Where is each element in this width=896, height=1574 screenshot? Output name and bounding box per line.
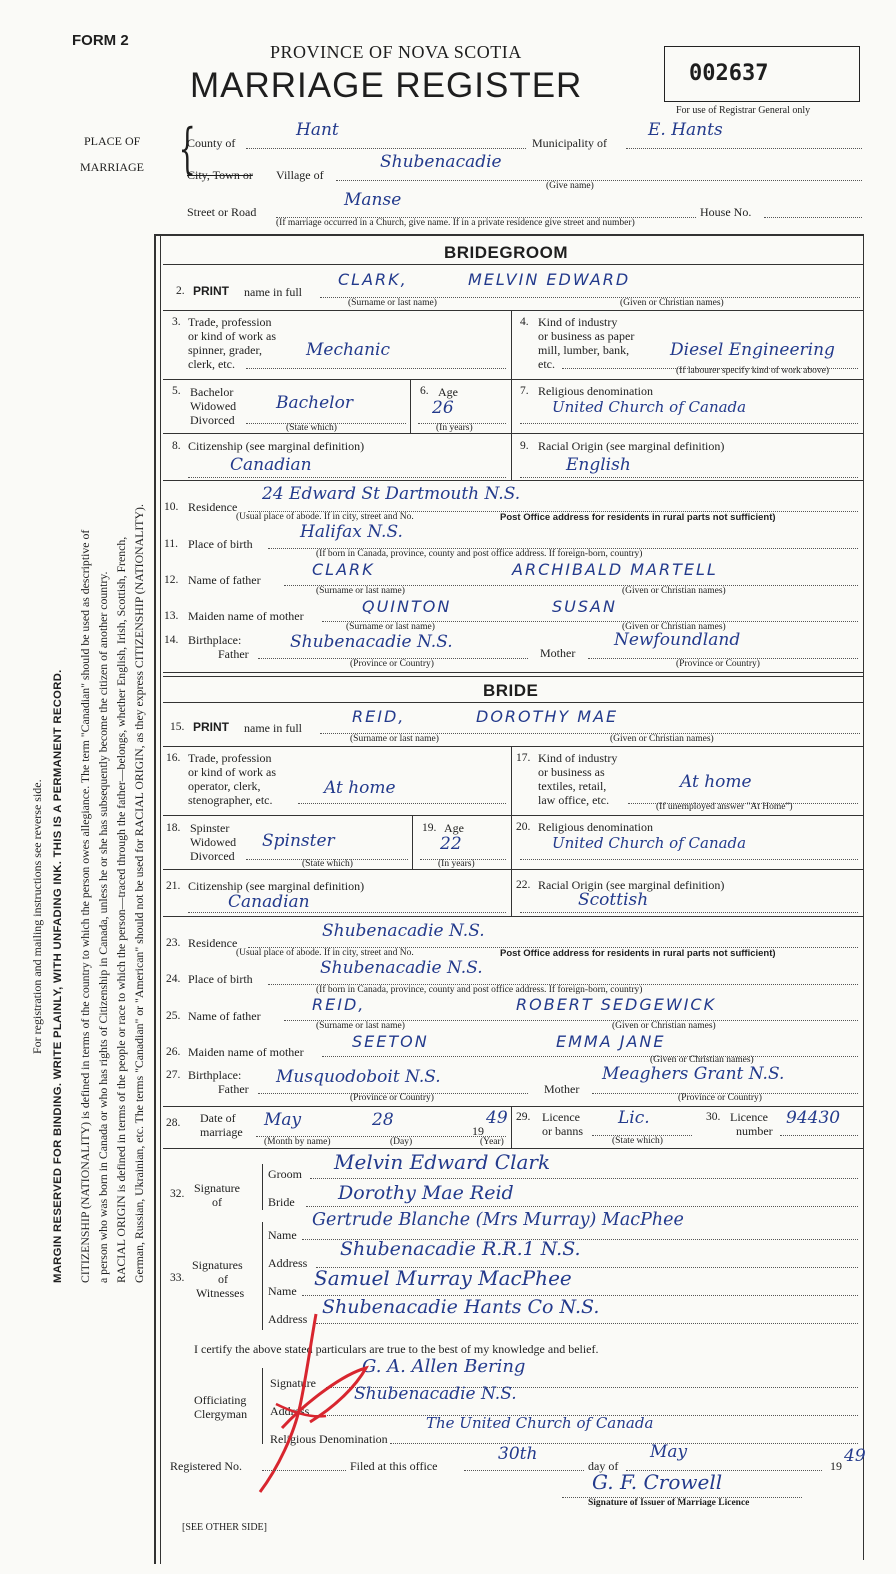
groom-trade-label-4: clerk, etc. bbox=[188, 357, 235, 371]
marriage-day: 28 bbox=[372, 1110, 394, 1130]
item-22-number: 22. bbox=[516, 879, 531, 891]
bride-bp-father-value: Musquodoboit N.S. bbox=[276, 1067, 441, 1087]
licence-number-label-1: Licence bbox=[730, 1110, 768, 1124]
licence-number-value: 94430 bbox=[786, 1108, 841, 1128]
place-brace: { bbox=[178, 117, 196, 180]
filed-month: May bbox=[650, 1442, 688, 1462]
groom-bp-mother-caption: (Province or Country) bbox=[676, 659, 760, 669]
registered-no-label: Registered No. bbox=[170, 1459, 242, 1473]
widowed-label: Widowed bbox=[190, 399, 237, 413]
clergy-address-label: Address bbox=[270, 1404, 310, 1418]
clergy-signature: G. A. Allen Bering bbox=[362, 1356, 526, 1377]
bride-mother-given: EMMA JANE bbox=[556, 1032, 666, 1051]
groom-bp-mother-label: Mother bbox=[540, 646, 576, 660]
signature-of-label-2: of bbox=[212, 1195, 222, 1209]
item-11-number: 11. bbox=[164, 538, 178, 550]
item-19-number: 19. bbox=[422, 822, 437, 834]
province-heading: PROVINCE OF NOVA SCOTIA bbox=[270, 42, 522, 62]
groom-mother-given-caption: (Given or Christian names) bbox=[622, 622, 726, 632]
groom-pob-value: Halifax N.S. bbox=[300, 522, 403, 542]
bride-trade-value: At home bbox=[324, 778, 396, 798]
bride-trade-label-4: stenographer, etc. bbox=[188, 793, 273, 807]
groom-residence-value: 24 Edward St Dartmouth N.S. bbox=[262, 484, 521, 504]
witness2-address-label: Address bbox=[268, 1312, 308, 1326]
bride-racial-value: Scottish bbox=[578, 890, 649, 910]
form-number: FORM 2 bbox=[72, 32, 129, 49]
margin-racial-definition-1: RACIAL ORIGIN is defined in terms of the people or race to which the person—traced through the father—belongs, whether English, Irish, Scottish, French, bbox=[114, 536, 128, 1283]
bride-bp-father-label: Father bbox=[218, 1082, 249, 1096]
item-3-number: 3. bbox=[172, 316, 181, 328]
witness1-name-label: Name bbox=[268, 1228, 297, 1242]
groom-surname-caption: (Surname or last name) bbox=[348, 298, 437, 308]
groom-trade-label-3: spinner, grader, bbox=[188, 343, 263, 357]
groom-age-label: Age bbox=[438, 385, 458, 399]
groom-father-given-caption: (Given or Christian names) bbox=[622, 586, 726, 596]
item-25-number: 25. bbox=[166, 1010, 181, 1022]
item-4-number: 4. bbox=[520, 316, 529, 328]
bride-industry-label-2: or business as bbox=[538, 765, 605, 779]
bride-signature: Dorothy Mae Reid bbox=[338, 1182, 514, 1204]
marriage-date-label-2: marriage bbox=[200, 1125, 243, 1139]
bride-print-label: PRINT bbox=[193, 720, 229, 734]
item-5-number: 5. bbox=[172, 385, 181, 397]
bride-residence-value: Shubenacadie N.S. bbox=[322, 921, 485, 941]
groom-industry-caption: (If labourer specify kind of work above) bbox=[676, 366, 829, 376]
groom-trade-label-1: Trade, profession bbox=[188, 315, 272, 329]
bride-bp-mother-label: Mother bbox=[544, 1082, 580, 1096]
groom-father-label: Name of father bbox=[188, 573, 261, 587]
marriage-year: 49 bbox=[486, 1108, 508, 1128]
filed-day: 30th bbox=[498, 1444, 538, 1464]
groom-state-which: (State which) bbox=[286, 423, 337, 433]
margin-citizenship-definition-2: a person who was born in Canada or who has rights of Citizenship in Canada, unless he or she has subsequently become the citizen of another country. bbox=[96, 571, 110, 1283]
witnesses-label-3: Witnesses bbox=[196, 1286, 245, 1300]
bride-industry-label-3: textiles, retail, bbox=[538, 779, 607, 793]
bride-trade-label-2: or kind of work as bbox=[188, 765, 276, 779]
issuer-caption: Signature of Issuer of Marriage Licence bbox=[588, 1498, 750, 1508]
bride-father-surname-caption: (Surname or last name) bbox=[316, 1021, 405, 1031]
bride-birthplace-label: Birthplace: bbox=[188, 1068, 242, 1082]
witness1-address: Shubenacadie R.R.1 N.S. bbox=[340, 1238, 581, 1260]
margin-citizenship-definition-1: CITIZENSHIP (NATIONALITY) is defined in terms of the country to which the person owes allegiance. The term "Canadian" should be used as descriptive of bbox=[78, 529, 92, 1283]
bride-religion-label: Religious denomination bbox=[538, 820, 653, 834]
item-21-number: 21. bbox=[166, 880, 181, 892]
bride-given-names: DOROTHY MAE bbox=[476, 707, 619, 726]
county-label: County of bbox=[187, 136, 236, 150]
see-other-side: [SEE OTHER SIDE] bbox=[182, 1522, 267, 1533]
bride-bp-mother-caption: (Province or Country) bbox=[678, 1093, 762, 1103]
bride-mother-label: Maiden name of mother bbox=[188, 1045, 304, 1059]
bride-heading: BRIDE bbox=[483, 681, 539, 700]
groom-religion-value: United Church of Canada bbox=[552, 398, 747, 416]
groom-citizenship-value: Canadian bbox=[230, 455, 312, 475]
street-label: Street or Road bbox=[187, 205, 257, 219]
item-26-number: 26. bbox=[166, 1046, 181, 1058]
licence-number-label-2: number bbox=[736, 1124, 773, 1138]
issuer-signature: G. F. Crowell bbox=[592, 1470, 723, 1494]
clergy-signature-label: Signature bbox=[270, 1376, 316, 1390]
witnesses-label-2: of bbox=[218, 1272, 228, 1286]
bride-industry-value: At home bbox=[680, 772, 752, 792]
marriage-date-label-1: Date of bbox=[200, 1111, 236, 1125]
groom-age-value: 26 bbox=[432, 398, 454, 418]
bride-pob-label: Place of birth bbox=[188, 972, 253, 986]
groom-residence-label: Residence bbox=[188, 500, 238, 514]
street-value: Manse bbox=[344, 190, 402, 210]
witness2-name: Samuel Murray MacPhee bbox=[314, 1266, 572, 1290]
bride-racial-label: Racial Origin (see marginal definition) bbox=[538, 878, 725, 892]
bride-bp-mother-value: Meaghers Grant N.S. bbox=[602, 1064, 785, 1084]
groom-bp-mother-value: Newfoundland bbox=[614, 630, 741, 650]
margin-registration-note: For registration and mailing instructions see reverse side. bbox=[30, 779, 44, 1054]
groom-father-surname-caption: (Surname or last name) bbox=[316, 586, 405, 596]
groom-industry-label-4: etc. bbox=[538, 357, 555, 371]
groom-religion-label: Religious denomination bbox=[538, 384, 653, 398]
signature-of-label-1: Signature bbox=[194, 1181, 240, 1195]
bride-pob-value: Shubenacadie N.S. bbox=[320, 958, 483, 978]
bride-name-label: name in full bbox=[244, 721, 302, 735]
day-of-label: day of bbox=[588, 1459, 619, 1473]
bride-surname: REID, bbox=[352, 707, 406, 726]
item-27-number: 27. bbox=[166, 1069, 181, 1081]
item-6-number: 6. bbox=[420, 385, 429, 397]
registration-number-box bbox=[664, 46, 860, 102]
groom-mother-surname: QUINTON bbox=[362, 597, 452, 616]
groom-father-surname: CLARK bbox=[312, 560, 375, 579]
groom-pob-caption: (If born in Canada, province, county and post office address. If foreign-born, country) bbox=[316, 549, 643, 559]
bride-trade-label-3: operator, clerk, bbox=[188, 779, 261, 793]
licence-state-which: (State which) bbox=[612, 1136, 663, 1146]
witness1-address-label: Address bbox=[268, 1256, 308, 1270]
groom-trade-value: Mechanic bbox=[306, 340, 390, 360]
item-12-number: 12. bbox=[164, 574, 179, 586]
bride-surname-caption: (Surname or last name) bbox=[350, 734, 439, 744]
item-15-number: 15. bbox=[170, 721, 185, 733]
certification-statement: I certify the above stated particulars are true to the best of my knowledge and belief. bbox=[194, 1342, 599, 1356]
witness2-address: Shubenacadie Hants Co N.S. bbox=[322, 1296, 600, 1318]
item-28-number: 28. bbox=[166, 1117, 181, 1129]
clergy-address: Shubenacadie N.S. bbox=[354, 1384, 517, 1404]
registrar-note: For use of Registrar General only bbox=[676, 105, 811, 116]
licence-banns-label-2: or banns bbox=[542, 1124, 583, 1138]
bride-father-surname: REID, bbox=[312, 995, 366, 1014]
bride-mother-surname: SEETON bbox=[352, 1032, 429, 1051]
item-30-number: 30. bbox=[706, 1111, 721, 1123]
witness2-name-label: Name bbox=[268, 1284, 297, 1298]
item-9-number: 9. bbox=[520, 440, 529, 452]
year-caption: (Year) bbox=[480, 1137, 504, 1147]
county-value: Hant bbox=[296, 120, 339, 140]
bride-citizenship-label: Citizenship (see marginal definition) bbox=[188, 879, 365, 893]
bride-state-which: (State which) bbox=[302, 859, 353, 869]
groom-bp-father-caption: (Province or Country) bbox=[350, 659, 434, 669]
bride-residence-caption: (Usual place of abode. If in city, street and No. bbox=[236, 948, 414, 958]
groom-name-label: name in full bbox=[244, 285, 302, 299]
item-18-number: 18. bbox=[166, 822, 181, 834]
bride-pob-caption: (If born in Canada, province, county and post office address. If foreign-born, country) bbox=[316, 985, 643, 995]
groom-industry-value: Diesel Engineering bbox=[670, 340, 835, 360]
bride-father-given-caption: (Given or Christian names) bbox=[612, 1021, 716, 1031]
divorced-label: Divorced bbox=[190, 413, 235, 427]
filed-at-office-label: Filed at this office bbox=[350, 1459, 438, 1473]
groom-mother-given: SUSAN bbox=[552, 597, 617, 616]
bride-status-value: Spinster bbox=[262, 831, 335, 851]
groom-given-names: MELVIN EDWARD bbox=[468, 270, 631, 289]
municipality-label: Municipality of bbox=[532, 136, 607, 150]
municipality-value: E. Hants bbox=[648, 120, 723, 140]
bride-age-label: Age bbox=[444, 821, 464, 835]
spinster-label: Spinster bbox=[190, 821, 230, 835]
bride-residence-label: Residence bbox=[188, 936, 238, 950]
groom-residence-caption-bold: Post Office address for residents in rural parts not sufficient) bbox=[500, 512, 776, 523]
item-8-number: 8. bbox=[172, 440, 181, 452]
bride-industry-label-4: law office, etc. bbox=[538, 793, 610, 807]
groom-industry-label-1: Kind of industry bbox=[538, 315, 618, 329]
bride-trade-label-1: Trade, profession bbox=[188, 751, 272, 765]
day-caption: (Day) bbox=[390, 1137, 413, 1147]
bachelor-label: Bachelor bbox=[190, 385, 234, 399]
clergy-denomination-label: Religious Denomination bbox=[270, 1432, 388, 1446]
bride-age-value: 22 bbox=[440, 834, 462, 854]
registration-number: 002637 bbox=[689, 61, 769, 86]
witness1-name: Gertrude Blanche (Mrs Murray) MacPhee bbox=[312, 1210, 684, 1230]
item-13-number: 13. bbox=[164, 610, 179, 622]
groom-signature-label: Groom bbox=[268, 1167, 302, 1181]
month-caption: (Month by name) bbox=[264, 1137, 331, 1147]
officiating-label-1: Officiating bbox=[194, 1393, 247, 1407]
groom-print-label: PRINT bbox=[193, 284, 229, 298]
village-label: Village of bbox=[276, 168, 324, 182]
clergy-denomination: The United Church of Canada bbox=[426, 1414, 654, 1432]
bride-given-caption: (Given or Christian names) bbox=[610, 734, 714, 744]
groom-pob-label: Place of birth bbox=[188, 537, 253, 551]
bride-mother-given-caption: (Given or Christian names) bbox=[650, 1055, 754, 1065]
groom-given-caption: (Given or Christian names) bbox=[620, 298, 724, 308]
bride-residence-caption-bold: Post Office address for residents in rural parts not sufficient) bbox=[500, 948, 776, 959]
bride-industry-caption: (If unemployed answer "At Home") bbox=[656, 802, 793, 812]
item-17-number: 17. bbox=[516, 752, 531, 764]
item-20-number: 20. bbox=[516, 821, 531, 833]
bride-widowed-label: Widowed bbox=[190, 835, 237, 849]
house-label: House No. bbox=[700, 205, 752, 219]
margin-binding-note: MARGIN RESERVED FOR BINDING. WRITE PLAINLY, WITH UNFADING INK. THIS IS A PERMANENT RECORD. bbox=[52, 669, 64, 1283]
item-2-number: 2. bbox=[176, 285, 185, 297]
licence-banns-value: Lic. bbox=[618, 1108, 650, 1128]
groom-status-value: Bachelor bbox=[276, 393, 353, 413]
bride-age-caption: (In years) bbox=[438, 859, 475, 869]
groom-mother-label: Maiden name of mother bbox=[188, 609, 304, 623]
groom-industry-label-2: or business as paper bbox=[538, 329, 635, 343]
give-name-caption: (Give name) bbox=[546, 181, 594, 191]
margin-racial-definition-2: German, Russian, Ukrainian, etc. The terms "Canadian" or "American" should not be used for RACIAL ORIGIN, as they express CITIZENSHIP (NATIONALITY). bbox=[132, 504, 146, 1283]
item-10-number: 10. bbox=[164, 501, 179, 513]
item-16-number: 16. bbox=[166, 752, 181, 764]
groom-birthplace-label: Birthplace: bbox=[188, 633, 242, 647]
marriage-month: May bbox=[264, 1110, 302, 1130]
groom-surname: CLARK, bbox=[338, 270, 408, 289]
place-label-1: PLACE OF bbox=[84, 134, 141, 148]
item-33-number: 33. bbox=[170, 1272, 185, 1284]
item-7-number: 7. bbox=[520, 385, 529, 397]
officiating-label-2: Clergyman bbox=[194, 1407, 248, 1421]
bride-bp-father-caption: (Province or Country) bbox=[350, 1093, 434, 1103]
bride-father-given: ROBERT SEDGEWICK bbox=[516, 995, 717, 1014]
groom-residence-caption: (Usual place of abode. If in city, street and No. bbox=[236, 512, 414, 522]
groom-bp-father-label: Father bbox=[218, 647, 249, 661]
item-32-number: 32. bbox=[170, 1188, 185, 1200]
groom-bp-father-value: Shubenacadie N.S. bbox=[290, 632, 453, 652]
bride-divorced-label: Divorced bbox=[190, 849, 235, 863]
village-value: Shubenacadie bbox=[380, 152, 502, 172]
filed-year: 49 bbox=[844, 1446, 866, 1466]
groom-age-caption: (In years) bbox=[436, 423, 473, 433]
bride-signature-label: Bride bbox=[268, 1195, 295, 1209]
witnesses-label-1: Signatures bbox=[192, 1258, 243, 1272]
bride-father-label: Name of father bbox=[188, 1009, 261, 1023]
item-14-number: 14. bbox=[164, 634, 179, 646]
bridegroom-heading: BRIDEGROOM bbox=[444, 243, 568, 262]
bride-industry-label-1: Kind of industry bbox=[538, 751, 618, 765]
groom-citizenship-label: Citizenship (see marginal definition) bbox=[188, 439, 365, 453]
item-23-number: 23. bbox=[166, 937, 181, 949]
city-town-struck: City, Town or bbox=[187, 168, 253, 182]
item-29-number: 29. bbox=[516, 1111, 531, 1123]
groom-trade-label-2: or kind of work as bbox=[188, 329, 276, 343]
street-note: (If marriage occurred in a Church, give name. If in a private residence give street and number) bbox=[276, 218, 635, 228]
groom-racial-value: English bbox=[566, 455, 631, 475]
item-24-number: 24. bbox=[166, 973, 181, 985]
groom-racial-label: Racial Origin (see marginal definition) bbox=[538, 439, 725, 453]
filed-year-prefix: 19 bbox=[830, 1459, 842, 1473]
place-label-2: MARRIAGE bbox=[80, 160, 145, 174]
groom-signature: Melvin Edward Clark bbox=[334, 1150, 551, 1174]
groom-mother-surname-caption: (Surname or last name) bbox=[346, 622, 435, 632]
groom-industry-label-3: mill, lumber, bank, bbox=[538, 343, 630, 357]
groom-father-given: ARCHIBALD MARTELL bbox=[512, 560, 718, 579]
bride-citizenship-value: Canadian bbox=[228, 892, 310, 912]
bride-religion-value: United Church of Canada bbox=[552, 834, 747, 852]
marriage-year-prefix: 19 bbox=[472, 1124, 484, 1138]
licence-banns-label-1: Licence bbox=[542, 1110, 580, 1124]
page-title: MARRIAGE REGISTER bbox=[190, 66, 583, 105]
